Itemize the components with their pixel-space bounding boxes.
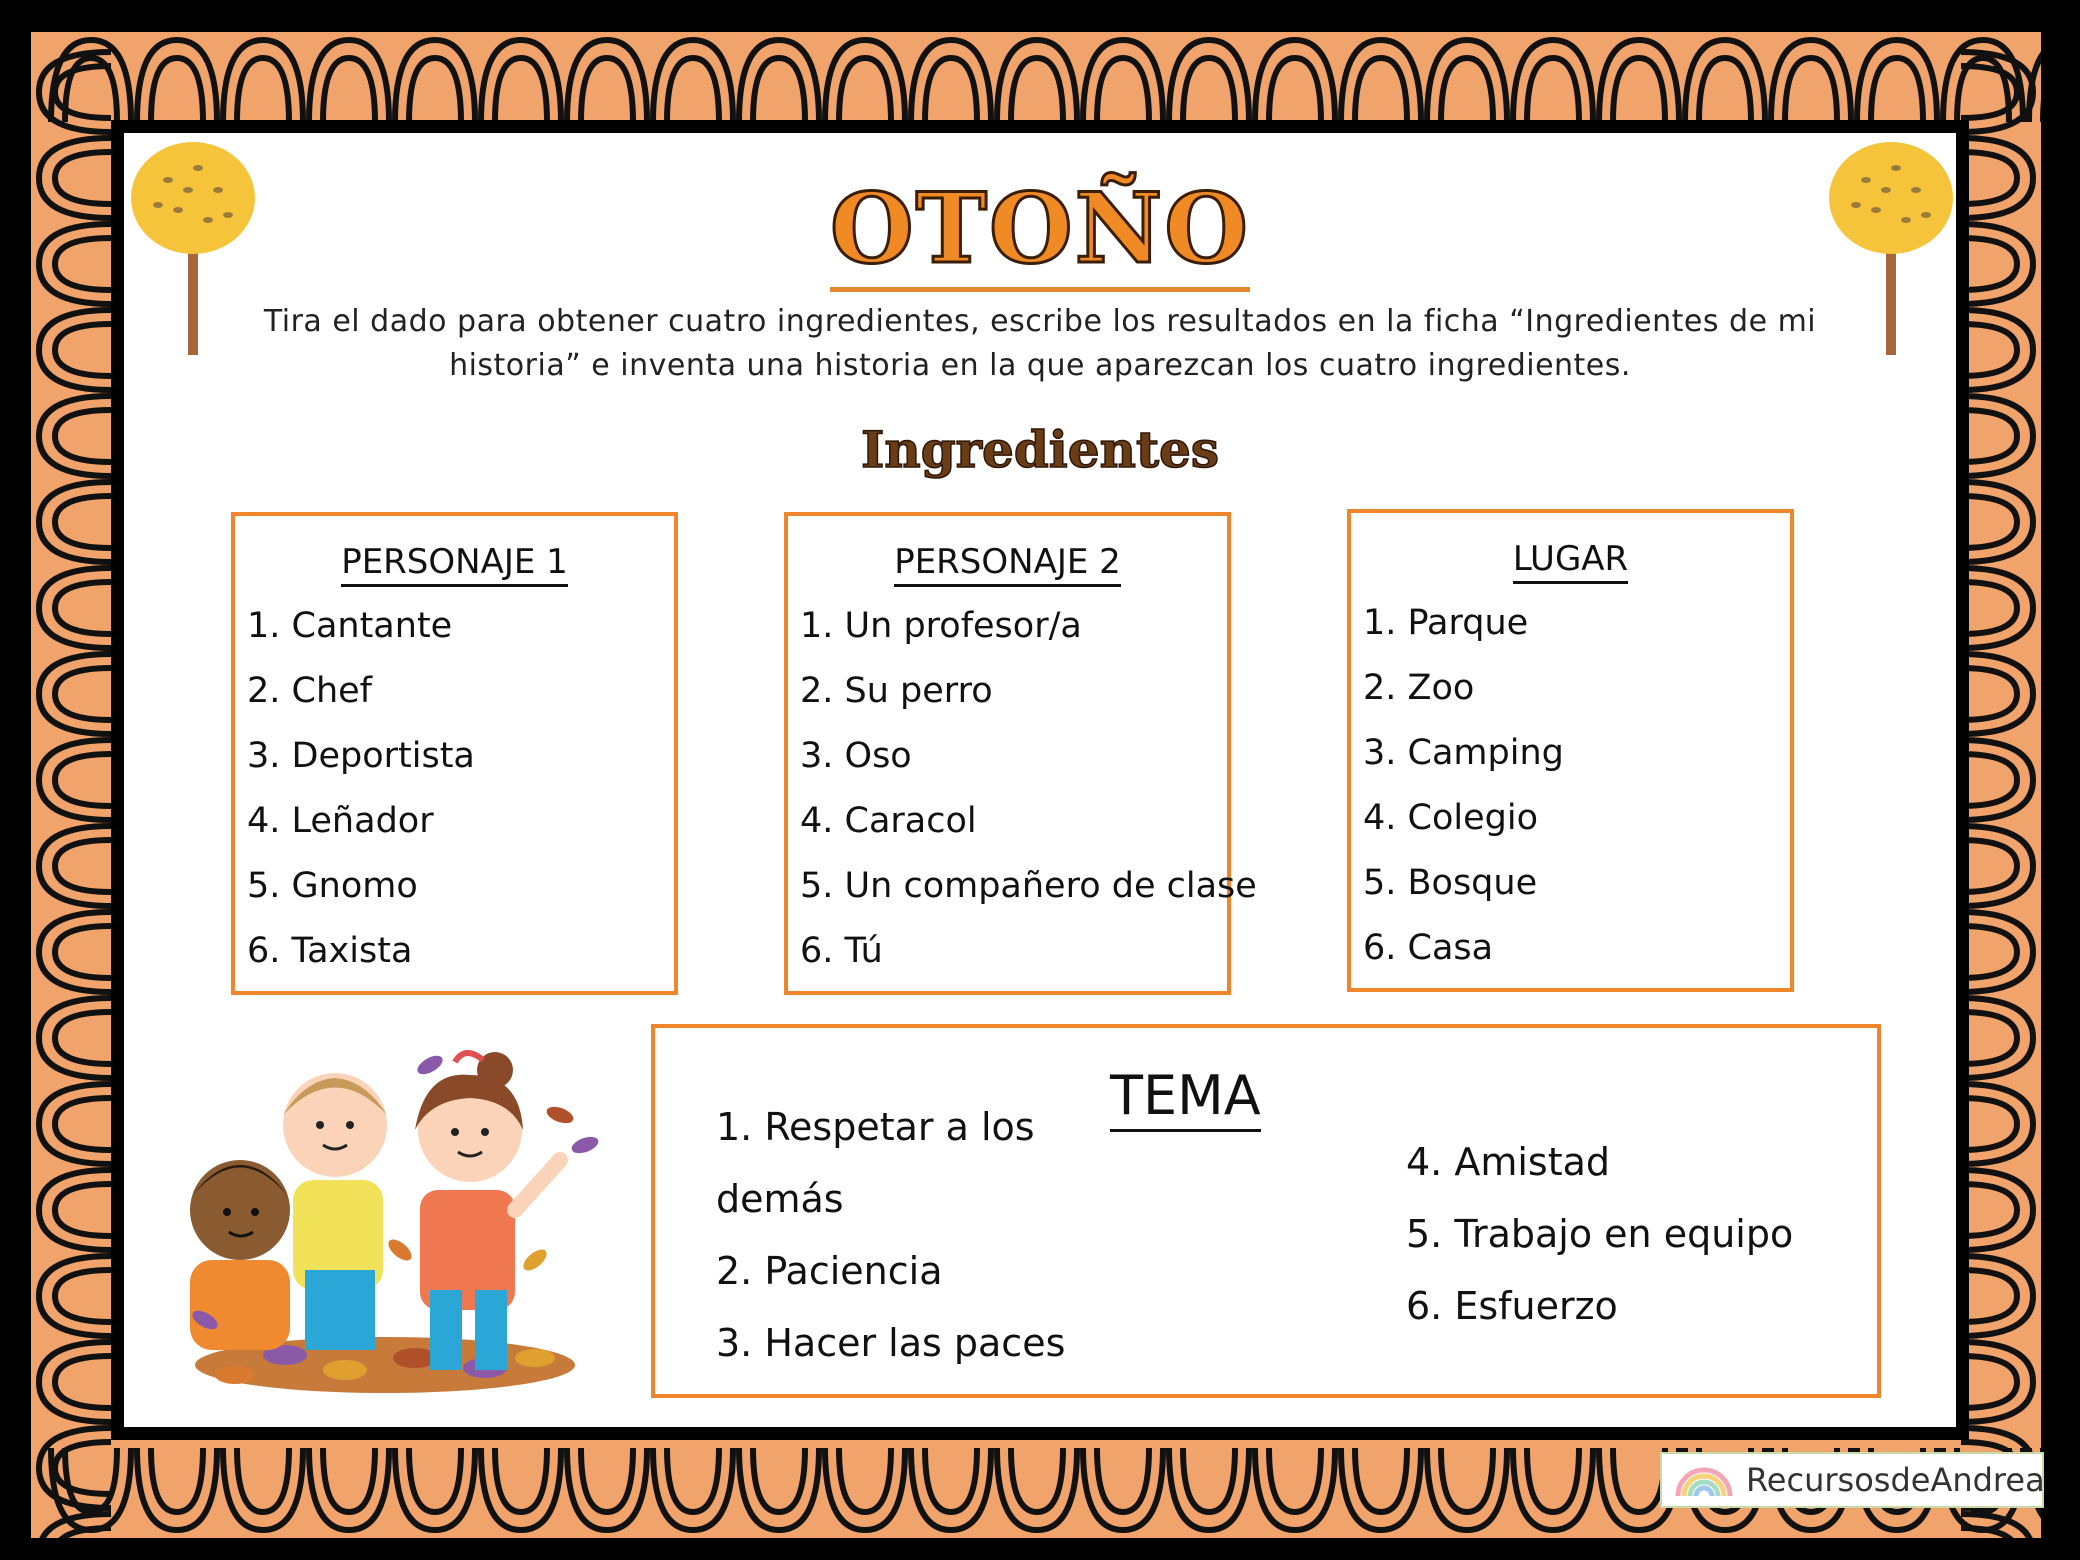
border-loop — [839, 58, 891, 122]
border-loop — [581, 58, 633, 122]
children-leaves-illustration — [165, 1020, 615, 1400]
border-loop — [151, 58, 203, 122]
border-loop — [55, 1270, 111, 1322]
border-loop — [1355, 58, 1407, 122]
border-loop — [1097, 58, 1149, 122]
border-loop — [1785, 58, 1837, 122]
border-loop — [1961, 496, 2017, 548]
list-item: 1. Cantante — [247, 606, 453, 646]
list-item: 2. Paciencia — [716, 1249, 943, 1293]
border-loop — [1961, 1270, 2017, 1322]
list-item: 3. Deportista — [247, 736, 475, 776]
border-loop — [1269, 58, 1321, 122]
list-item: 2. Zoo — [1363, 668, 1475, 708]
list-item: 3. Hacer las paces — [716, 1321, 1066, 1365]
border-loop — [55, 496, 111, 548]
item-list — [1363, 591, 1564, 981]
list-item: 5. Bosque — [1363, 863, 1538, 903]
border-loop — [495, 1448, 547, 1512]
watermark-text: RecursosdeAndrea — [1746, 1461, 2045, 1499]
border-loop — [1011, 58, 1063, 122]
list-item: 4. Amistad — [1406, 1140, 1611, 1184]
list-item: 1. Respetar a los — [716, 1105, 1035, 1149]
list-item: 5. Trabajo en equipo — [1406, 1212, 1794, 1256]
box-heading-text: LUGAR — [1513, 539, 1628, 584]
border-loop — [55, 1528, 111, 1538]
border-loop — [1527, 1448, 1579, 1512]
border-loop — [495, 58, 547, 122]
border-loop — [55, 668, 111, 720]
border-loop — [1871, 58, 1923, 122]
border-loop — [1097, 1448, 1149, 1512]
border-loop — [667, 58, 719, 122]
border-loop — [237, 58, 289, 122]
border-loop — [1961, 324, 2017, 376]
tema-heading-text: TEMA — [1110, 1064, 1261, 1132]
border-loop — [925, 58, 977, 122]
border-loop — [55, 66, 111, 118]
border-loop — [1961, 1184, 2017, 1236]
border-loop — [1961, 926, 2017, 978]
tema-heading — [1110, 1064, 1261, 1127]
border-loop — [1961, 1098, 2017, 1150]
list-item: 5. Gnomo — [247, 866, 418, 906]
list-item: 4. Leñador — [247, 801, 434, 841]
list-item: 6. Tú — [800, 931, 883, 971]
border-loop — [55, 840, 111, 892]
list-item: 3. Camping — [1363, 733, 1564, 773]
border-loop — [1613, 1448, 1665, 1512]
list-item: 2. Su perro — [800, 671, 993, 711]
box-heading — [235, 542, 674, 582]
border-loop — [1441, 58, 1493, 122]
border-loop — [1699, 58, 1751, 122]
border-loop — [1011, 1448, 1063, 1512]
list-item: 1. Parque — [1363, 603, 1529, 643]
border-loop — [1961, 1356, 2017, 1408]
border-loop — [55, 582, 111, 634]
border-loop — [1183, 58, 1235, 122]
list-item: 3. Oso — [800, 736, 912, 776]
border-loop — [55, 1184, 111, 1236]
list-item: 2. Chef — [247, 671, 372, 711]
page-title — [0, 174, 2080, 284]
border-loop — [1961, 1528, 2017, 1538]
border-loop — [55, 754, 111, 806]
border-loop — [839, 1448, 891, 1512]
border-loop — [667, 1448, 719, 1512]
border-loop — [55, 1356, 111, 1408]
border-loop — [1441, 1448, 1493, 1512]
border-loop — [1961, 582, 2017, 634]
border-loop — [753, 58, 805, 122]
border-loop — [1355, 1448, 1407, 1512]
personaje-1-box — [231, 512, 678, 995]
box-heading-text: PERSONAJE 2 — [894, 542, 1121, 587]
list-item: 1. Un profesor/a — [800, 606, 1082, 646]
item-list — [247, 594, 475, 984]
watermark-badge — [1660, 1452, 2044, 1508]
tema-list-right — [1406, 1126, 1793, 1342]
border-loop — [1183, 1448, 1235, 1512]
list-item: 4. Caracol — [800, 801, 977, 841]
border-loop — [409, 1448, 461, 1512]
border-loop — [925, 1448, 977, 1512]
border-loop — [55, 324, 111, 376]
border-loop — [1613, 58, 1665, 122]
list-item: 6. Esfuerzo — [1406, 1284, 1618, 1328]
box-heading — [1351, 539, 1790, 579]
box-heading-text: PERSONAJE 1 — [341, 542, 568, 587]
border-loop — [151, 1448, 203, 1512]
border-loop — [1527, 58, 1579, 122]
border-loop — [55, 926, 111, 978]
list-item: 6. Casa — [1363, 928, 1494, 968]
instructions-text: Tira el dado para obtener cuatro ingredientes, escribe los resultados en la ficha “Ingredientes de mi historia” e inventa una historia en la que aparezcan los cuatro ingredientes. — [263, 304, 1817, 383]
personaje-2-box — [784, 512, 1257, 995]
page-title-text: OTOÑO — [830, 172, 1250, 292]
border-loop — [1961, 754, 2017, 806]
border-loop — [1961, 668, 2017, 720]
list-item: 5. Un compañero de clase — [800, 866, 1257, 906]
border-loop — [581, 1448, 633, 1512]
box-heading — [788, 542, 1227, 582]
border-loop — [237, 1448, 289, 1512]
lugar-box — [1347, 509, 1794, 992]
list-item: demás — [716, 1177, 844, 1221]
border-loop — [409, 58, 461, 122]
border-loop — [323, 58, 375, 122]
list-item: 4. Colegio — [1363, 798, 1538, 838]
border-loop — [753, 1448, 805, 1512]
border-loop — [55, 1098, 111, 1150]
border-loop — [1269, 1448, 1321, 1512]
border-loop — [323, 1448, 375, 1512]
border-loop — [1961, 840, 2017, 892]
tema-list-left — [716, 1091, 1065, 1379]
item-list — [800, 594, 1257, 984]
border-loop — [1961, 1012, 2017, 1064]
list-item: 6. Taxista — [247, 931, 413, 971]
ingredients-heading: Ingredientes — [860, 420, 1220, 479]
border-loop — [55, 1012, 111, 1064]
rainbow-icon — [1674, 1462, 1734, 1500]
